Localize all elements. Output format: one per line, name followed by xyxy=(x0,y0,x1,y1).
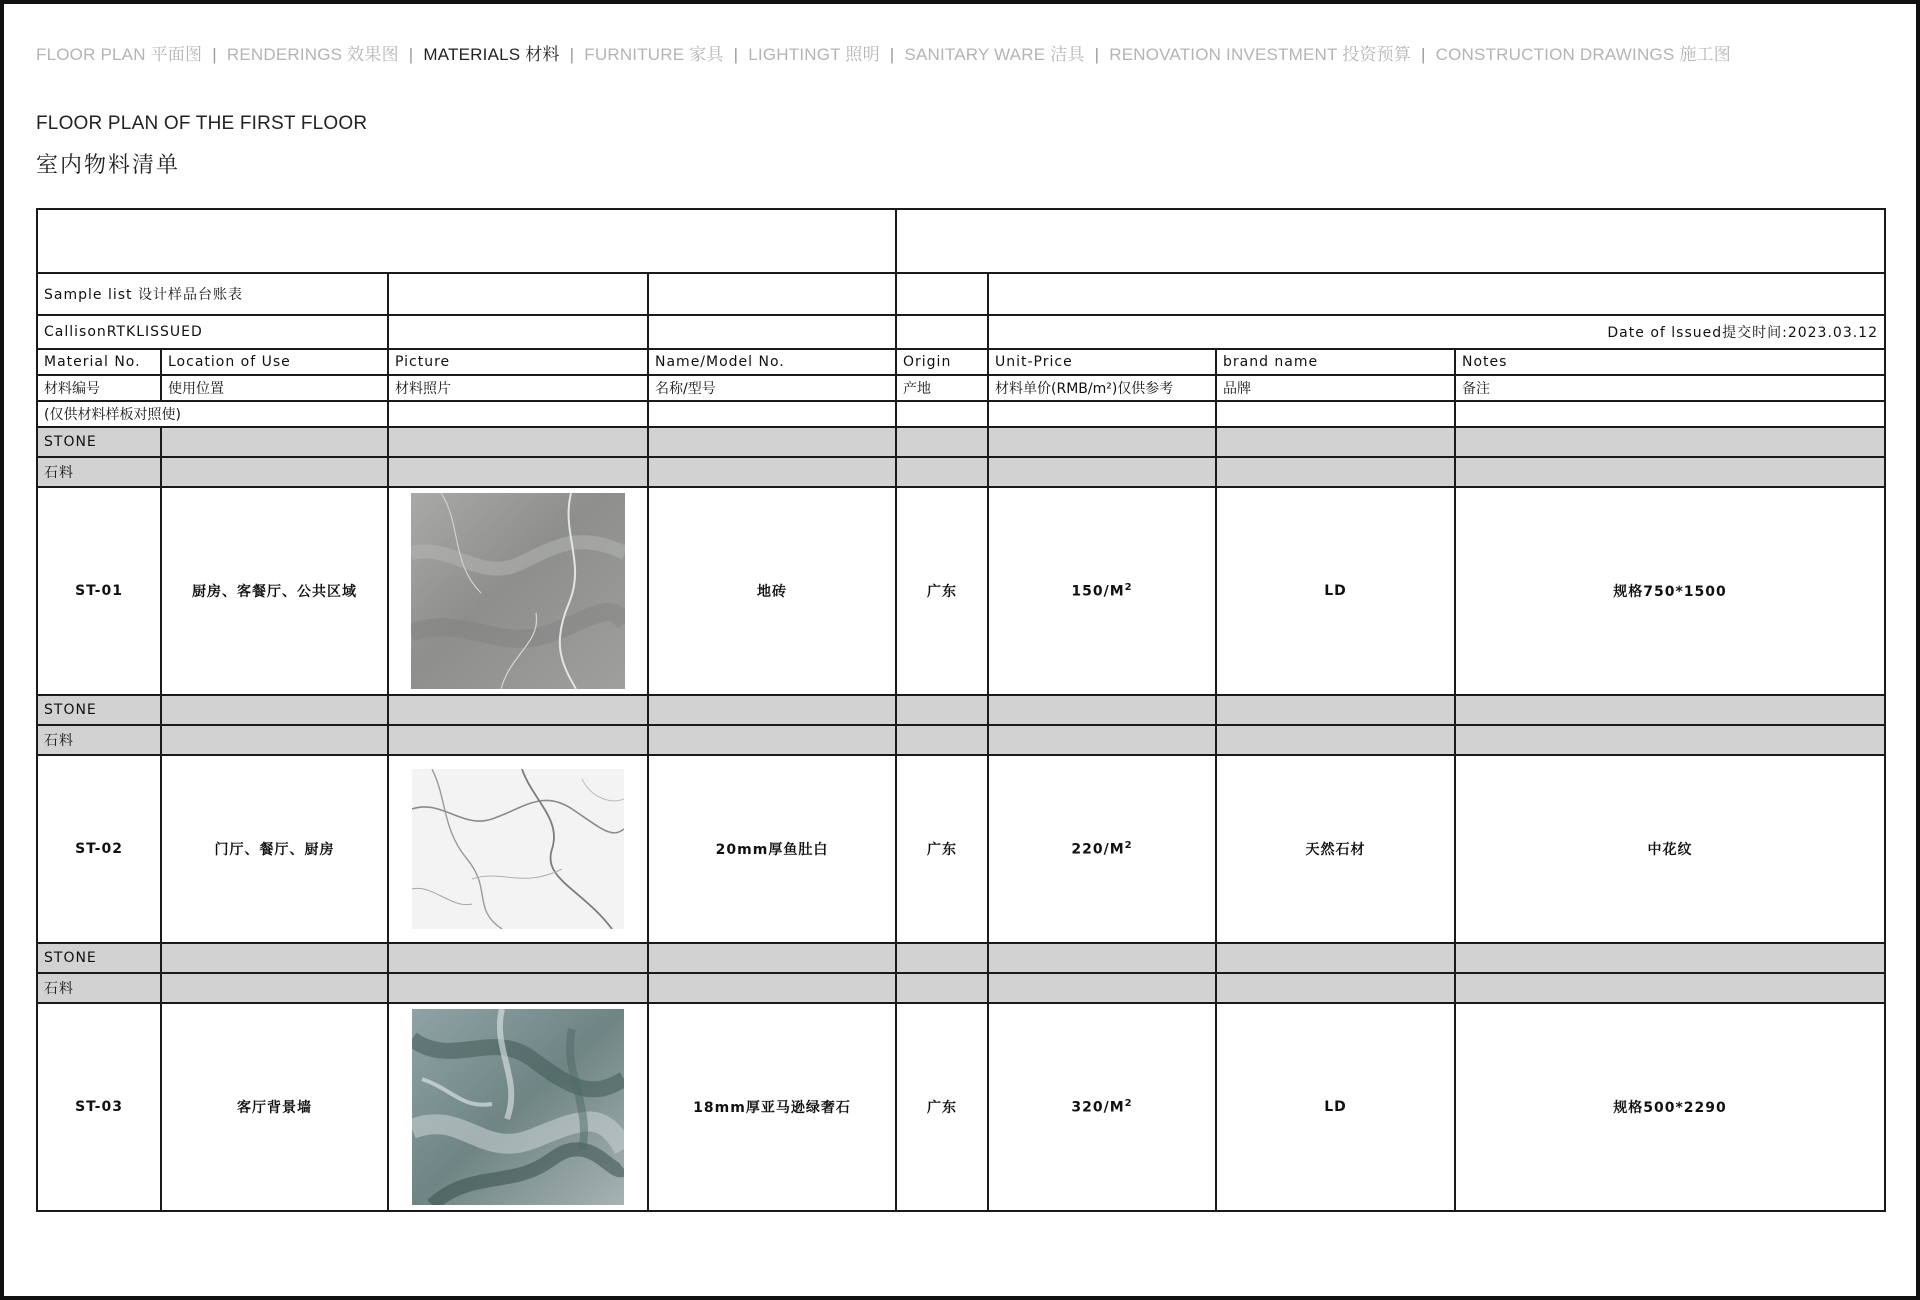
notes: 规格750*1500 xyxy=(1455,487,1885,695)
category-label: 石料 xyxy=(37,457,161,487)
column-header: 品牌 xyxy=(1216,375,1455,401)
sample-list-row xyxy=(37,273,1885,315)
brand-name: 天然石材 xyxy=(1216,755,1455,943)
empty-cell xyxy=(388,725,648,755)
category-label: 石料 xyxy=(37,973,161,1003)
nav-item-construction-drawings[interactable]: CONSTRUCTION DRAWINGS 施工图 xyxy=(1435,45,1731,64)
empty-cell xyxy=(161,973,388,1003)
empty-cell xyxy=(388,943,648,973)
column-header: brand name xyxy=(1216,349,1455,375)
material-number: ST-02 xyxy=(37,755,161,943)
page-title: FLOOR PLAN OF THE FIRST FLOOR xyxy=(36,113,368,134)
brand-name: LD xyxy=(1216,487,1455,695)
empty-cell xyxy=(648,427,896,457)
empty-cell xyxy=(896,695,988,725)
empty-cell xyxy=(896,401,988,427)
empty-cell xyxy=(1216,695,1455,725)
material-name: 18mm厚亚马逊绿奢石 xyxy=(648,1003,896,1211)
empty-cell xyxy=(648,973,896,1003)
brand-name: LD xyxy=(1216,1003,1455,1211)
empty-cell xyxy=(988,457,1216,487)
empty-cell xyxy=(388,457,648,487)
sample-list-label: Sample list 设计样品台账表 xyxy=(37,273,388,315)
empty-cell xyxy=(1455,695,1885,725)
page-subtitle: 室内物料清单 xyxy=(36,153,181,178)
nav-separator: | xyxy=(1421,45,1426,64)
empty-cell xyxy=(896,315,988,349)
empty-cell xyxy=(1455,943,1885,973)
grey-marble-swatch xyxy=(411,493,625,689)
empty-cell xyxy=(388,695,648,725)
empty-cell xyxy=(388,973,648,1003)
green-marble-swatch xyxy=(412,1009,624,1205)
issued-by: CallisonRTKLISSUED xyxy=(37,315,388,349)
table-header-blank-row xyxy=(37,209,1885,273)
empty-cell xyxy=(388,427,648,457)
table-row xyxy=(37,487,1885,695)
empty-cell xyxy=(388,401,648,427)
empty-cell xyxy=(1455,725,1885,755)
material-name: 20mm厚鱼肚白 xyxy=(648,755,896,943)
empty-cell xyxy=(648,457,896,487)
material-number: ST-03 xyxy=(37,1003,161,1211)
nav-separator: | xyxy=(889,45,895,64)
column-header: 材料单价(RMB/m²)仅供参考 xyxy=(988,375,1216,401)
header-blank-left xyxy=(37,209,896,273)
empty-cell xyxy=(648,943,896,973)
empty-cell xyxy=(1455,401,1885,427)
column-header: Notes xyxy=(1455,349,1885,375)
notes: 规格500*2290 xyxy=(1455,1003,1885,1211)
origin: 广东 xyxy=(896,755,988,943)
empty-cell xyxy=(1216,401,1455,427)
column-header: Material No. xyxy=(37,349,161,375)
table-row xyxy=(37,1003,1885,1211)
empty-cell xyxy=(1216,427,1455,457)
empty-cell xyxy=(161,457,388,487)
nav-item-materials[interactable]: MATERIALS 材料 xyxy=(423,45,560,64)
white-marble-swatch xyxy=(412,769,624,929)
location-of-use: 门厅、餐厅、厨房 xyxy=(161,755,388,943)
top-navigation xyxy=(36,40,1731,65)
empty-cell xyxy=(988,695,1216,725)
empty-cell xyxy=(988,401,1216,427)
nav-item-renovation-investment[interactable]: RENOVATION INVESTMENT 投资预算 xyxy=(1109,45,1412,64)
material-name: 地砖 xyxy=(648,487,896,695)
column-header: Origin xyxy=(896,349,988,375)
category-row xyxy=(37,943,1885,973)
nav-item-floor-plan[interactable]: FLOOR PLAN 平面图 xyxy=(36,45,203,64)
column-header: Location of Use xyxy=(161,349,388,375)
empty-cell xyxy=(648,315,896,349)
material-picture xyxy=(388,487,648,695)
unit-price: $320/M^2$ xyxy=(988,1003,1216,1211)
empty-cell xyxy=(896,273,988,315)
empty-cell xyxy=(648,725,896,755)
empty-cell xyxy=(161,427,388,457)
category-row xyxy=(37,457,1885,487)
empty-cell xyxy=(1216,943,1455,973)
empty-cell xyxy=(1216,725,1455,755)
reference-note: (仅供材料样板对照使) xyxy=(37,401,388,427)
column-header: 使用位置 xyxy=(161,375,388,401)
empty-cell xyxy=(896,973,988,1003)
location-of-use: 厨房、客餐厅、公共区域 xyxy=(161,487,388,695)
column-header: 材料编号 xyxy=(37,375,161,401)
empty-cell xyxy=(896,725,988,755)
column-header: Name/Model No. xyxy=(648,349,896,375)
empty-cell xyxy=(988,273,1885,315)
nav-separator: | xyxy=(733,45,739,64)
nav-item-renderings[interactable]: RENDERINGS 效果图 xyxy=(226,45,399,64)
nav-separator: | xyxy=(212,45,217,64)
nav-item-furniture[interactable]: FURNITURE 家具 xyxy=(584,45,724,64)
origin: 广东 xyxy=(896,1003,988,1211)
reference-note-row xyxy=(37,401,1885,427)
origin: 广东 xyxy=(896,487,988,695)
material-picture xyxy=(388,1003,648,1211)
empty-cell xyxy=(161,725,388,755)
column-header: Picture xyxy=(388,349,648,375)
nav-separator: | xyxy=(1094,45,1100,64)
empty-cell xyxy=(988,943,1216,973)
column-header: 产地 xyxy=(896,375,988,401)
issued-row xyxy=(37,315,1885,349)
header-blank-right xyxy=(896,209,1885,273)
location-of-use: 客厅背景墙 xyxy=(161,1003,388,1211)
empty-cell xyxy=(648,401,896,427)
nav-separator: | xyxy=(408,45,414,64)
material-sample-table xyxy=(36,208,1886,1212)
category-label: 石料 xyxy=(37,725,161,755)
empty-cell xyxy=(896,943,988,973)
empty-cell xyxy=(648,695,896,725)
unit-price: $220/M^2$ xyxy=(988,755,1216,943)
empty-cell xyxy=(388,315,648,349)
category-row xyxy=(37,973,1885,1003)
empty-cell xyxy=(896,427,988,457)
empty-cell xyxy=(988,973,1216,1003)
empty-cell xyxy=(161,943,388,973)
material-picture xyxy=(388,755,648,943)
empty-cell xyxy=(896,457,988,487)
column-header-en-row xyxy=(37,349,1885,375)
empty-cell xyxy=(1455,457,1885,487)
column-header: Unit-Price xyxy=(988,349,1216,375)
material-number: ST-01 xyxy=(37,487,161,695)
notes: 中花纹 xyxy=(1455,755,1885,943)
column-header: 名称/型号 xyxy=(648,375,896,401)
empty-cell xyxy=(1216,457,1455,487)
table-row xyxy=(37,755,1885,943)
empty-cell xyxy=(388,273,648,315)
empty-cell xyxy=(1216,973,1455,1003)
empty-cell xyxy=(1455,427,1885,457)
nav-item-lighting[interactable]: LIGHTINGT 照明 xyxy=(748,45,880,64)
column-header: 备注 xyxy=(1455,375,1885,401)
date-issued: Date of lssued提交时间:2023.03.12 xyxy=(988,315,1885,349)
nav-separator: | xyxy=(569,45,575,64)
empty-cell xyxy=(988,427,1216,457)
unit-price: $150/M^2$ xyxy=(988,487,1216,695)
category-label: STONE xyxy=(37,427,161,457)
column-header-cn-row xyxy=(37,375,1885,401)
empty-cell xyxy=(1455,973,1885,1003)
empty-cell xyxy=(988,725,1216,755)
empty-cell xyxy=(648,273,896,315)
category-row xyxy=(37,695,1885,725)
category-label: STONE xyxy=(37,943,161,973)
category-label: STONE xyxy=(37,695,161,725)
column-header: 材料照片 xyxy=(388,375,648,401)
empty-cell xyxy=(161,695,388,725)
category-row xyxy=(37,427,1885,457)
category-row xyxy=(37,725,1885,755)
nav-item-sanitary-ware[interactable]: SANITARY WARE 洁具 xyxy=(904,45,1085,64)
